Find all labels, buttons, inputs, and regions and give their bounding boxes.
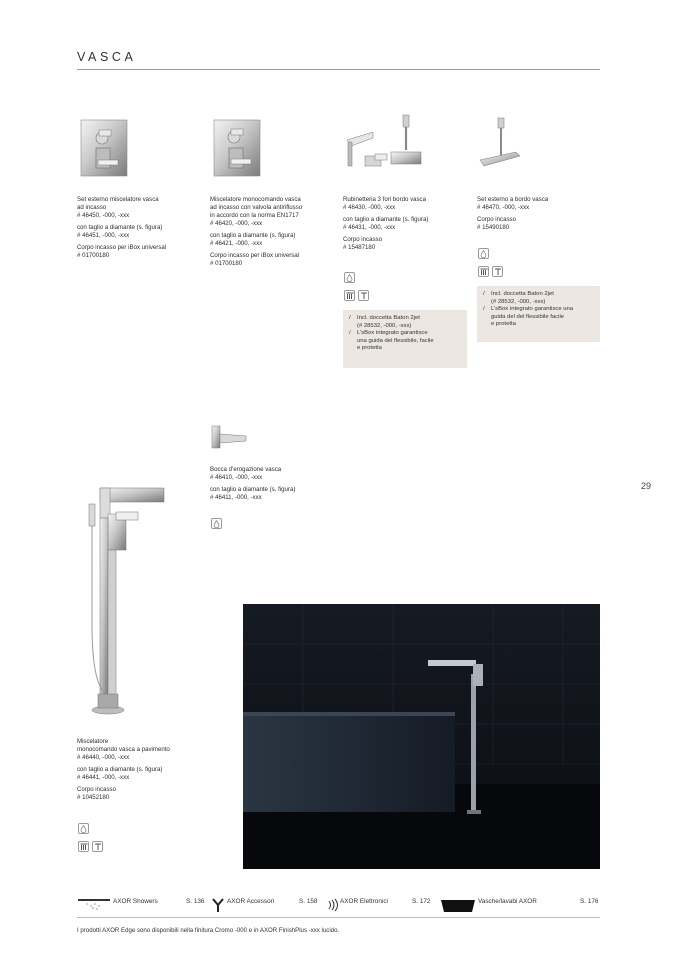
product-info-46410 <box>210 466 330 506</box>
footer-link-label: AXOR Elettronici <box>340 898 388 905</box>
footer-link-label: Vasche/lavabi AXOR <box>478 898 537 905</box>
body-label: Corpo incasso <box>77 786 116 793</box>
footer-link-accessories[interactable] <box>227 898 274 905</box>
title-divider <box>77 69 600 70</box>
water-drop-icon <box>344 272 355 283</box>
product-name: monocomando vasca a pavimento <box>77 746 170 753</box>
variant-label: con taglio a diamante (s. figura) <box>343 216 429 223</box>
variant-code: # 46441, -000, -xxx <box>77 774 130 781</box>
variant-code: # 46431, -000, -xxx <box>343 224 396 231</box>
product-code: # 46430, -000, -xxx <box>343 204 396 211</box>
product-name: Rubinetteria 3 fori bordo vasca <box>343 196 426 203</box>
body-code: # 01700180 <box>77 252 110 259</box>
footer-link-page: S. 136 <box>186 898 205 905</box>
note-text: (# 28532, -000, -xxx) <box>491 298 546 305</box>
note-text: L’sBox integrato garantisce <box>357 330 428 337</box>
variant-label: con taglio a diamante (s. figura) <box>77 224 163 231</box>
product-image-bath-spout <box>210 424 248 450</box>
product-info-46420 <box>210 196 335 272</box>
body-label: Corpo incasso per iBox universal <box>77 244 167 251</box>
footer-link-label: AXOR Accessori <box>227 898 275 905</box>
product-image-bath-rim-set <box>478 116 522 170</box>
note-text: e protetta <box>491 321 516 328</box>
bathtub-thumbnail-icon <box>440 899 476 913</box>
note-text: Incl. doccetta Baton 2jet <box>357 315 420 321</box>
footer-link-showers[interactable] <box>113 898 158 905</box>
product-name: Bocca d’erogazione vasca <box>210 466 282 473</box>
product-name: Set esterno a bordo vasca <box>477 196 549 203</box>
variant-code: # 46411, -000, -xxx <box>210 494 262 501</box>
note-text: Incl. doccetta Baton 2jet <box>491 291 554 297</box>
note-text: guida del del flessibile facile <box>491 313 565 320</box>
footer-link-electronics[interactable] <box>340 898 388 905</box>
product-image-3-hole-bath-rim-mixer <box>343 112 423 180</box>
body-code: # 10452180 <box>77 794 110 801</box>
variant-label: con taglio a diamante (s. figura) <box>77 766 163 773</box>
note-text: una guida del flessibile, facile <box>357 337 434 344</box>
product-name: ad incasso con valvola antiriflusso <box>210 204 303 211</box>
footer-link-bathtubs[interactable] <box>478 898 537 905</box>
water-drop-icon <box>211 518 222 529</box>
product-image-floor-standing-bath-mixer <box>86 484 166 720</box>
shower-module-icon <box>344 290 355 301</box>
footer-link-label: AXOR Showers <box>113 898 158 905</box>
body-code: # 15490180 <box>477 224 510 231</box>
electronics-thumbnail-icon <box>327 898 339 912</box>
footer-link-page: S. 172 <box>412 898 431 905</box>
product-name: ad incasso <box>77 204 107 211</box>
shower-module-icon <box>78 841 89 852</box>
variant-code: # 46451, -000, -xxx <box>77 232 130 239</box>
product-name: Miscelatore monocomando vasca <box>210 196 301 203</box>
variant-code: # 46421, -000, -xxx <box>210 240 263 247</box>
hand-shower-icon <box>358 290 369 301</box>
accessories-thumbnail-icon <box>212 897 224 913</box>
product-name: Miscelatore <box>77 738 109 745</box>
finish-footnote: I prodotti AXOR Edge sono disponibili nella finitura Cromo -000 e in AXOR FinishPlus -xxx lucido. <box>77 927 340 934</box>
variant-label: con taglio a diamante (s. figura) <box>210 232 296 239</box>
product-info-46440 <box>77 738 197 806</box>
body-code: # 01700180 <box>210 260 243 267</box>
feature-icons <box>344 290 369 301</box>
product-code: # 46440, -000, -xxx <box>77 754 130 761</box>
footer-link-page: S. 176 <box>580 898 599 905</box>
water-drop-icon <box>78 823 89 834</box>
page-title: VASCA <box>77 50 137 64</box>
product-note-46430: / Incl. doccetta Baton 2jet (# 28532, -000, -xxx) / L’sBox integrato garantisce una guida del flessibile, facile e protetta <box>343 310 467 368</box>
showers-thumbnail-icon <box>77 897 111 911</box>
hand-shower-icon <box>492 266 503 277</box>
page-number: 29 <box>641 481 652 491</box>
product-code: # 46420, -000, -xxx <box>210 220 263 227</box>
product-note-46470: / Incl. doccetta Baton 2jet (# 28532, -000, -xxx) / L’sBox integrato garantisce una guida del del flessibile facile e protetta <box>477 286 600 342</box>
product-name: in accordo con la norma EN1717 <box>210 212 299 219</box>
note-text: L’sBox integrato garantisce una <box>491 306 574 313</box>
footer-link-page: S. 158 <box>299 898 318 905</box>
hand-shower-icon <box>92 841 103 852</box>
product-info-46470 <box>477 196 597 236</box>
body-code: # 15487180 <box>343 244 376 251</box>
body-label: Corpo incasso <box>477 216 516 223</box>
product-code: # 46470, -000, -xxx <box>477 204 530 211</box>
note-text: (# 28532, -000, -xxx) <box>357 322 412 329</box>
product-code: # 46450, -000, -xxx <box>77 212 130 219</box>
note-text: e protetta <box>357 345 382 352</box>
variant-label: con taglio a diamante (s. figura) <box>210 486 296 493</box>
product-info-46430 <box>343 196 463 256</box>
product-image-concealed-single-lever-mixer <box>212 118 262 178</box>
footer-divider <box>77 917 600 918</box>
feature-icons <box>478 266 503 277</box>
product-info-46450 <box>77 196 197 264</box>
body-label: Corpo incasso <box>343 236 382 243</box>
shower-module-icon <box>478 266 489 277</box>
bathroom-photo <box>243 604 600 869</box>
feature-icons <box>78 841 103 852</box>
body-label: Corpo incasso per iBox universal <box>210 252 300 259</box>
product-name: Set esterno miscelatore vasca <box>77 196 159 203</box>
water-drop-icon <box>478 248 489 259</box>
product-image-concealed-bath-mixer-set <box>78 118 130 178</box>
product-code: # 46410, -000, -xxx <box>210 474 263 481</box>
